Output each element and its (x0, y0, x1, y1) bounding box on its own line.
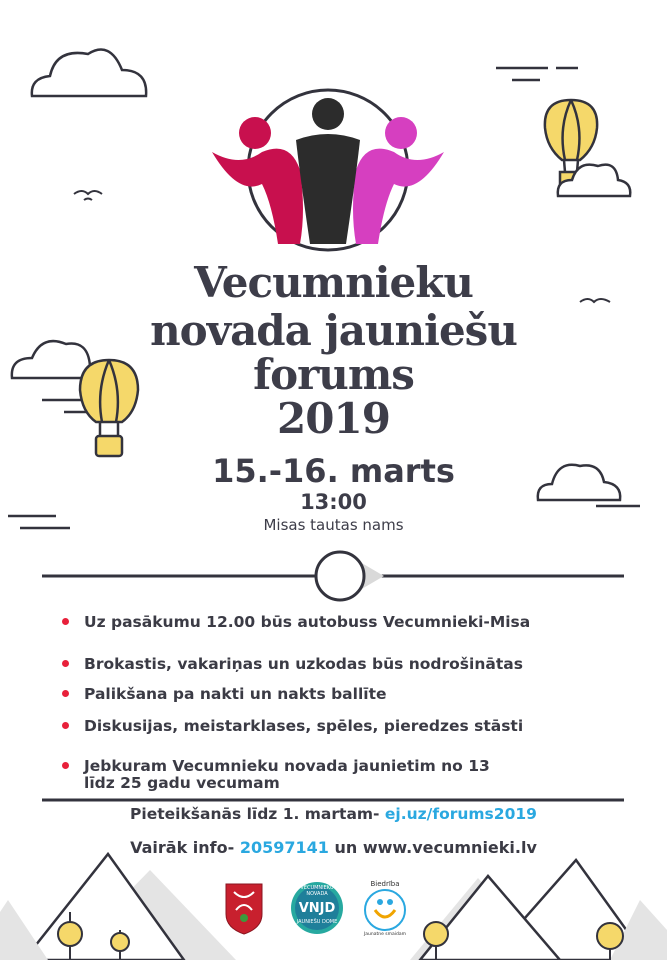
forum-emblem (212, 90, 444, 250)
mountain-right (410, 860, 667, 960)
vnjd-logo-text: VNJD (298, 901, 336, 916)
list-item: Brokastis, vakariņas un uzkodas būs nodrošinātas (84, 655, 523, 673)
list-item: Uz pasākumu 12.00 būs autobuss Vecumnieki-Misa (84, 613, 531, 631)
registration-link[interactable]: ej.uz/forums2019 (384, 805, 537, 823)
vnjd-logo-bottom-text: JAUNIEŠU DOME (296, 919, 338, 925)
bullet-icon (62, 762, 69, 769)
dash-lines (496, 68, 578, 80)
list-item: Diskusijas, meistarklases, spēles, pieredzes stāsti (84, 717, 524, 735)
title-line-2: novada jauniešu (150, 306, 517, 355)
registration-line (0, 805, 667, 823)
cloud-icon (32, 50, 146, 96)
biedriba-logo-text: Biedrība (370, 880, 400, 888)
bullet-icon (62, 690, 69, 697)
cloud-icon (558, 165, 630, 196)
event-date: 15.-16. marts (212, 452, 455, 490)
website-link[interactable]: www.vecumnieki.lv (362, 838, 537, 857)
event-time: 13:00 (300, 490, 367, 514)
title-line-3: forums (253, 350, 414, 399)
mountain-left (0, 854, 236, 960)
list-item: Jebkuram Vecumnieku novada jaunietim no 13 līdz 25 gadu vecumam (84, 757, 490, 792)
vnjd-logo-top-text: VECUMNIEKU NOVADA (300, 885, 334, 897)
info-connector: un (334, 838, 358, 857)
contact-line (0, 838, 667, 857)
registration-label: Pieteikšanās līdz 1. martam- (130, 805, 380, 823)
info-label: Vairāk info- (130, 838, 235, 857)
biedriba-logo-subtext: Jaunatne smaidam (363, 932, 407, 937)
event-place: Misas tautas nams (263, 516, 404, 534)
biedriba-logo (365, 890, 405, 930)
bullet-icon (62, 618, 69, 625)
phone-number[interactable]: 20597141 (239, 838, 329, 857)
title-line-1: Vecumnieku (194, 258, 473, 307)
title-year: 2019 (277, 394, 390, 443)
bullet-icon (62, 722, 69, 729)
bird-icon (74, 191, 102, 200)
list-item: Palikšana pa nakti un nakts ballīte (84, 685, 387, 703)
vecumnieki-coat-of-arms-logo (226, 884, 262, 934)
bullet-icon (62, 660, 69, 667)
